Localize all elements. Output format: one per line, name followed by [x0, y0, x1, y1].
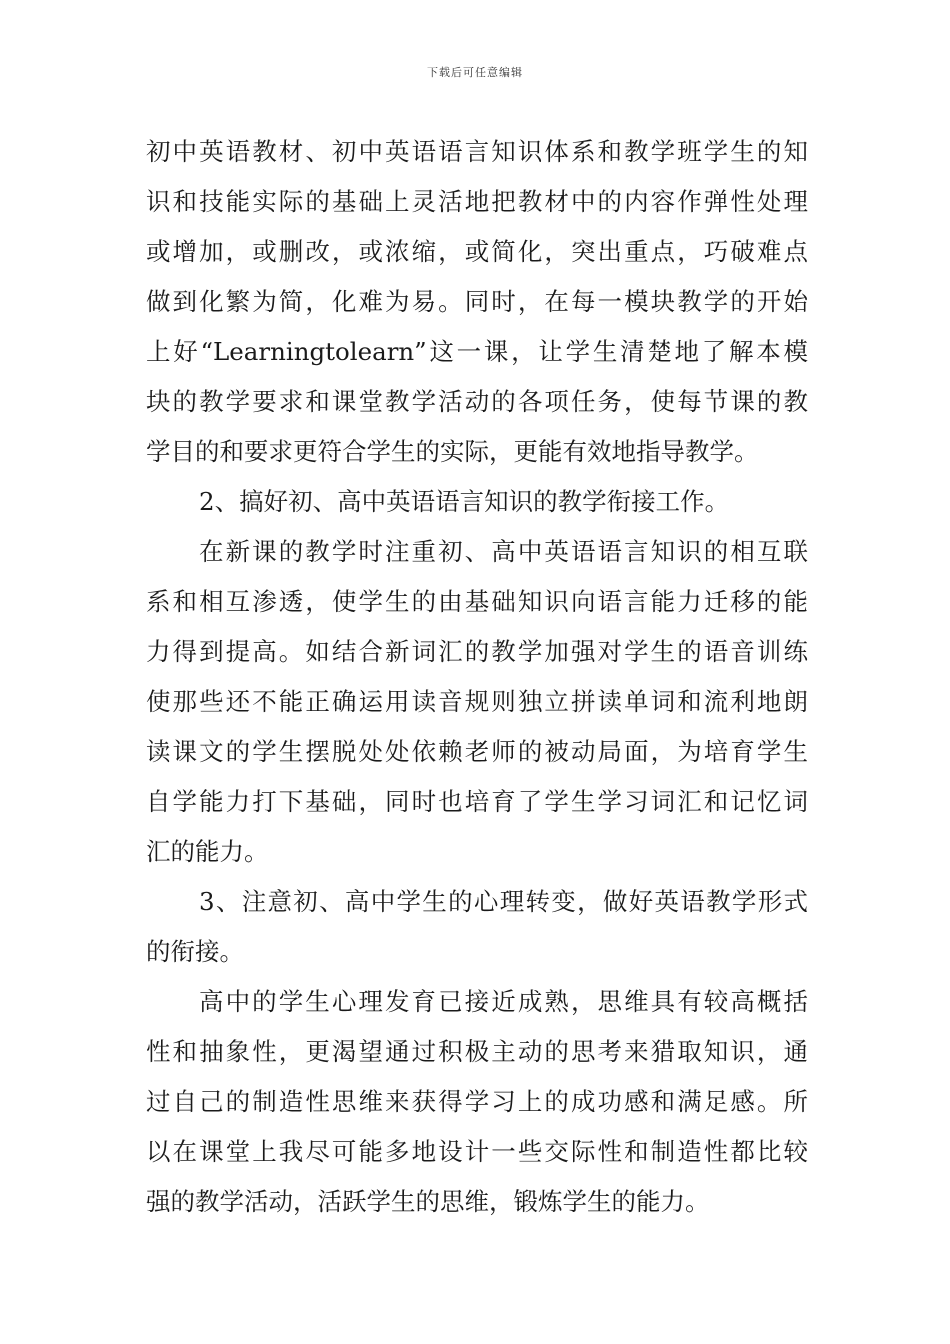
text-line: 学目的和要求更符合学生的实际，更能有效地指导教学。: [146, 437, 759, 466]
section-heading-2: 2、搞好初、高中英语语言知识的教学衔接工作。: [199, 487, 730, 516]
text-line: 初中英语教材、初中英语语言知识体系和教学班学生的知: [146, 137, 808, 166]
text-line: 上好“Learningtolearn”这一课，让学生清楚地了解本模: [146, 337, 808, 366]
section-heading-3: 3、注意初、高中学生的心理转变，做好英语教学形式: [199, 887, 808, 916]
text-line: 使那些还不能正确运用读音规则独立拼读单词和流利地朗: [146, 687, 808, 716]
text-line: 力得到提高。如结合新词汇的教学加强对学生的语音训练: [146, 637, 808, 666]
text-line: 以在课堂上我尽可能多地设计一些交际性和制造性都比较: [146, 1137, 808, 1166]
text-line: 做到化繁为简，化难为易。同时，在每一模块教学的开始: [146, 287, 808, 316]
header-note: 下载后可任意编辑: [427, 66, 523, 79]
text-line: 系和相互渗透，使学生的由基础知识向语言能力迁移的能: [146, 587, 808, 616]
body-text: [146, 127, 808, 1227]
text-line: 在新课的教学时注重初、高中英语语言知识的相互联: [199, 537, 808, 566]
text-line: 读课文的学生摆脱处处依赖老师的被动局面，为培育学生: [146, 737, 808, 766]
text-line: 过自己的制造性思维来获得学习上的成功感和满足感。所: [146, 1087, 808, 1116]
text-line: 汇的能力。: [146, 837, 269, 866]
text-line: 或增加，或删改，或浓缩，或简化，突出重点，巧破难点: [146, 237, 808, 266]
text-line: 强的教学活动，活跃学生的思维，锻炼学生的能力。: [146, 1187, 710, 1216]
text-line: 自学能力打下基础，同时也培育了学生学习词汇和记忆词: [146, 787, 808, 816]
text-line: 块的教学要求和课堂教学活动的各项任务，使每节课的教: [146, 387, 808, 416]
text-line: 高中的学生心理发育已接近成熟，思维具有较高概括: [199, 987, 808, 1016]
text-line: 识和技能实际的基础上灵活地把教材中的内容作弹性处理: [146, 187, 808, 216]
text-line: 性和抽象性，更渴望通过积极主动的思考来猎取知识，通: [146, 1037, 808, 1066]
section-heading-3-cont: 的衔接。: [146, 937, 244, 966]
